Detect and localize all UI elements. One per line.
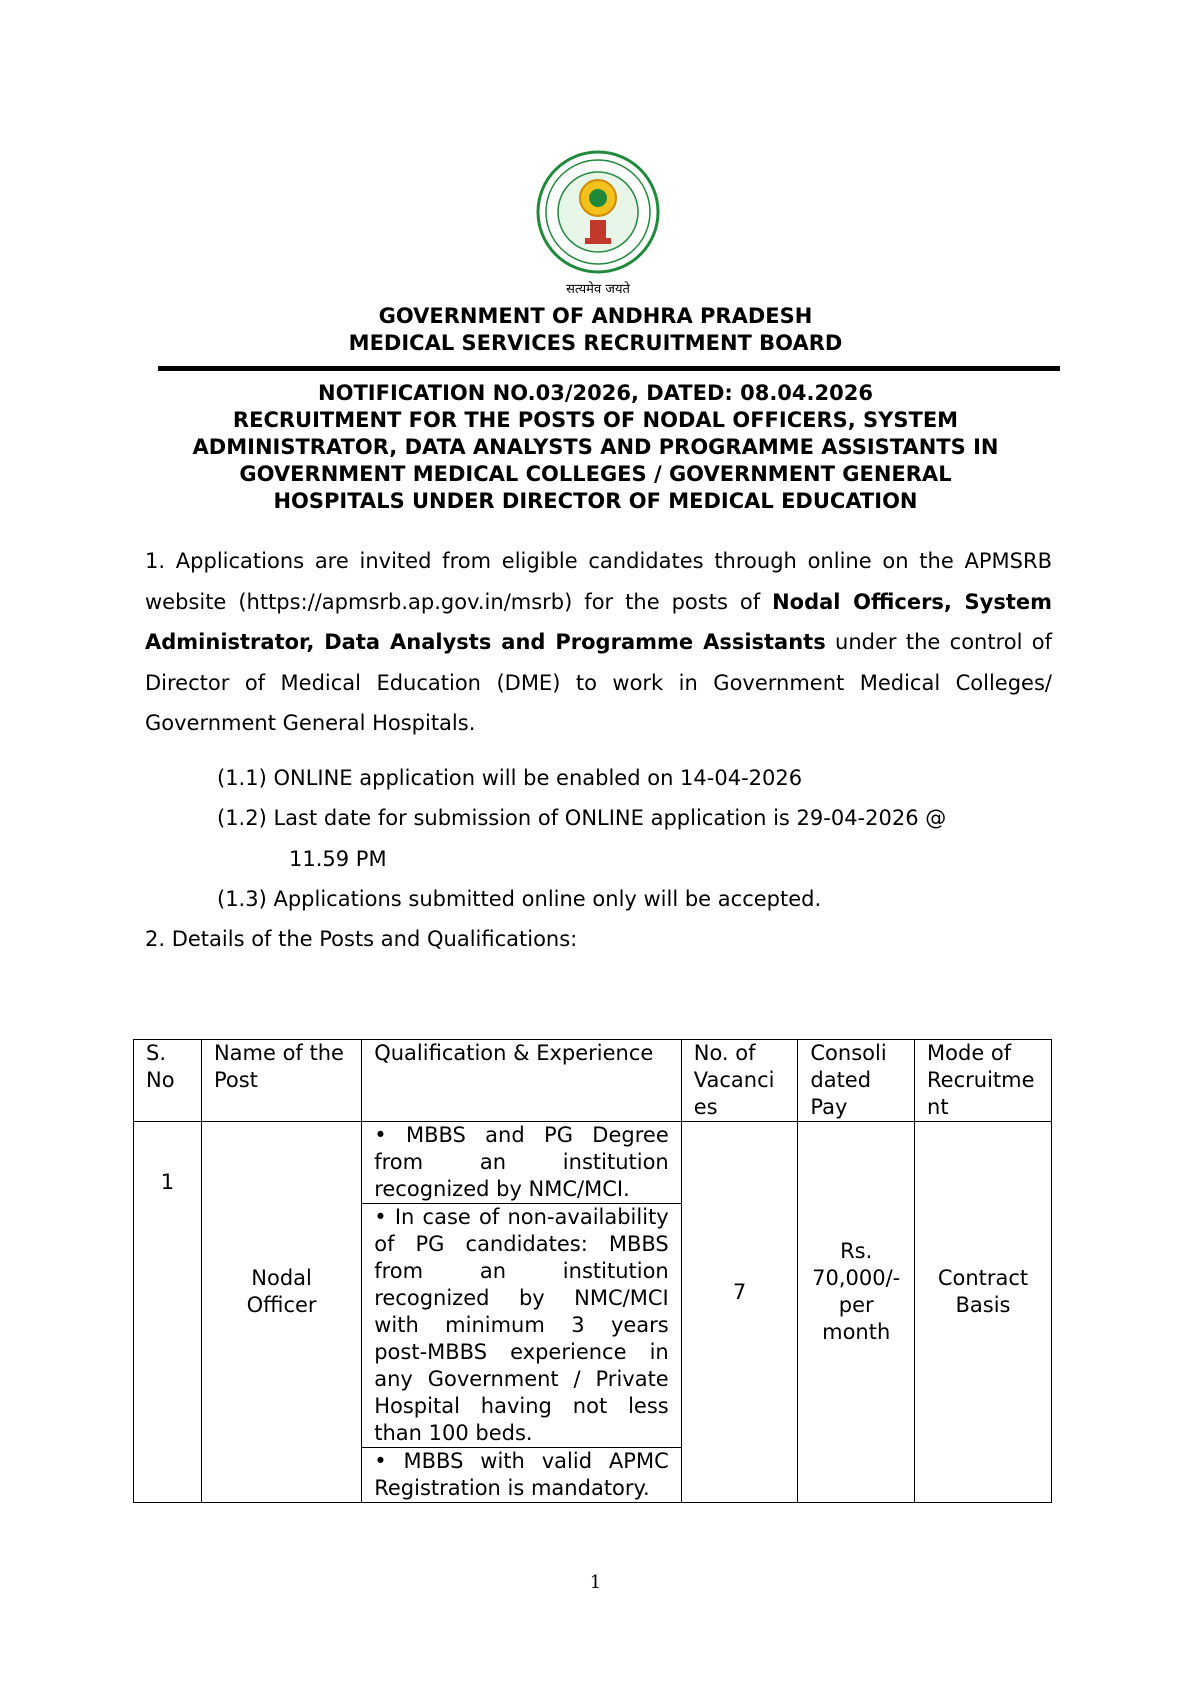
col-header-pay: Consoli dated Pay [798, 1040, 915, 1122]
col-header-mode: Mode of Recruitme nt [915, 1040, 1052, 1122]
posts-table [133, 1039, 1052, 1503]
header-government: GOVERNMENT OF ANDHRA PRADESH [378, 304, 813, 328]
notification-line: RECRUITMENT FOR THE POSTS OF NODAL OFFICERS, SYSTEM [232, 408, 959, 432]
svg-text:सत्यमेव जयते: सत्यमेव जयते [566, 282, 630, 297]
col-header-vacancies: No. of Vacanci es [681, 1040, 798, 1122]
paragraph-1 [145, 541, 1052, 744]
qualification-item: • MBBS and PG Degree from an institution recognized by NMC/MCI. [374, 1123, 669, 1201]
col-header-post: Name of the Post [201, 1040, 361, 1122]
notification-line: HOSPITALS UNDER DIRECTOR OF MEDICAL EDUCATION [273, 489, 918, 513]
header-divider [158, 366, 1060, 371]
notification-line: GOVERNMENT MEDICAL COLLEGES / GOVERNMENT GENERAL [239, 462, 952, 486]
subpoint-1-2-time: 11.59 PM [289, 847, 387, 871]
para1-tail: under the control of Director of Medical Education (DME) to work in Government Medical Colleges/ Government General Hospitals. [145, 630, 1053, 735]
cell-qualification [362, 1122, 682, 1503]
para1-posts: Nodal Officers, System Administrator, Data Analysts and Programme Assistants [145, 589, 1052, 654]
state-emblem-logo [533, 150, 663, 298]
header-board: MEDICAL SERVICES RECRUITMENT BOARD [348, 331, 843, 355]
cell-pay: Rs. 70,000/- per month [798, 1122, 915, 1503]
cell-sno: 1 [134, 1122, 202, 1503]
col-header-qualification: Qualification & Experience [362, 1040, 682, 1122]
cell-mode: Contract Basis [915, 1122, 1052, 1503]
subpoint-1-2: (1.2) Last date for submission of ONLINE application is 29-04-2026 @ [217, 806, 947, 830]
subpoint-1-1: (1.1) ONLINE application will be enabled on 14-04-2026 [217, 766, 803, 790]
para1-lead: 1. Applications are invited from eligible candidates through online on the APMSRB website (https://apmsrb.ap.gov.in/msrb) for the posts of [145, 549, 1052, 614]
cell-vacancies: 7 [681, 1122, 798, 1503]
notification-title [140, 380, 1051, 515]
notification-number: NOTIFICATION NO.03/2026, DATED: 08.04.2026 [318, 381, 873, 405]
subpoint-1-3: (1.3) Applications submitted online only will be accepted. [217, 887, 822, 911]
table-header-row [134, 1040, 1052, 1122]
table-row [134, 1122, 1052, 1503]
col-header-sno: S. No [134, 1040, 202, 1122]
qualification-item: • In case of non-availability of PG candidates: MBBS from an institution recognized by NMC/MCI with minimum 3 years post-MBBS experience in any Government / Private Hospital having not less than 100 beds. [362, 1203, 681, 1447]
notification-line: ADMINISTRATOR, DATA ANALYSTS AND PROGRAMME ASSISTANTS IN [192, 435, 999, 459]
qualification-item: • MBBS with valid APMC Registration is mandatory. [362, 1447, 681, 1502]
paragraph-2: 2. Details of the Posts and Qualifications: [145, 927, 578, 951]
cell-post: Nodal Officer [201, 1122, 361, 1503]
page-number: 1 [589, 1572, 602, 1593]
